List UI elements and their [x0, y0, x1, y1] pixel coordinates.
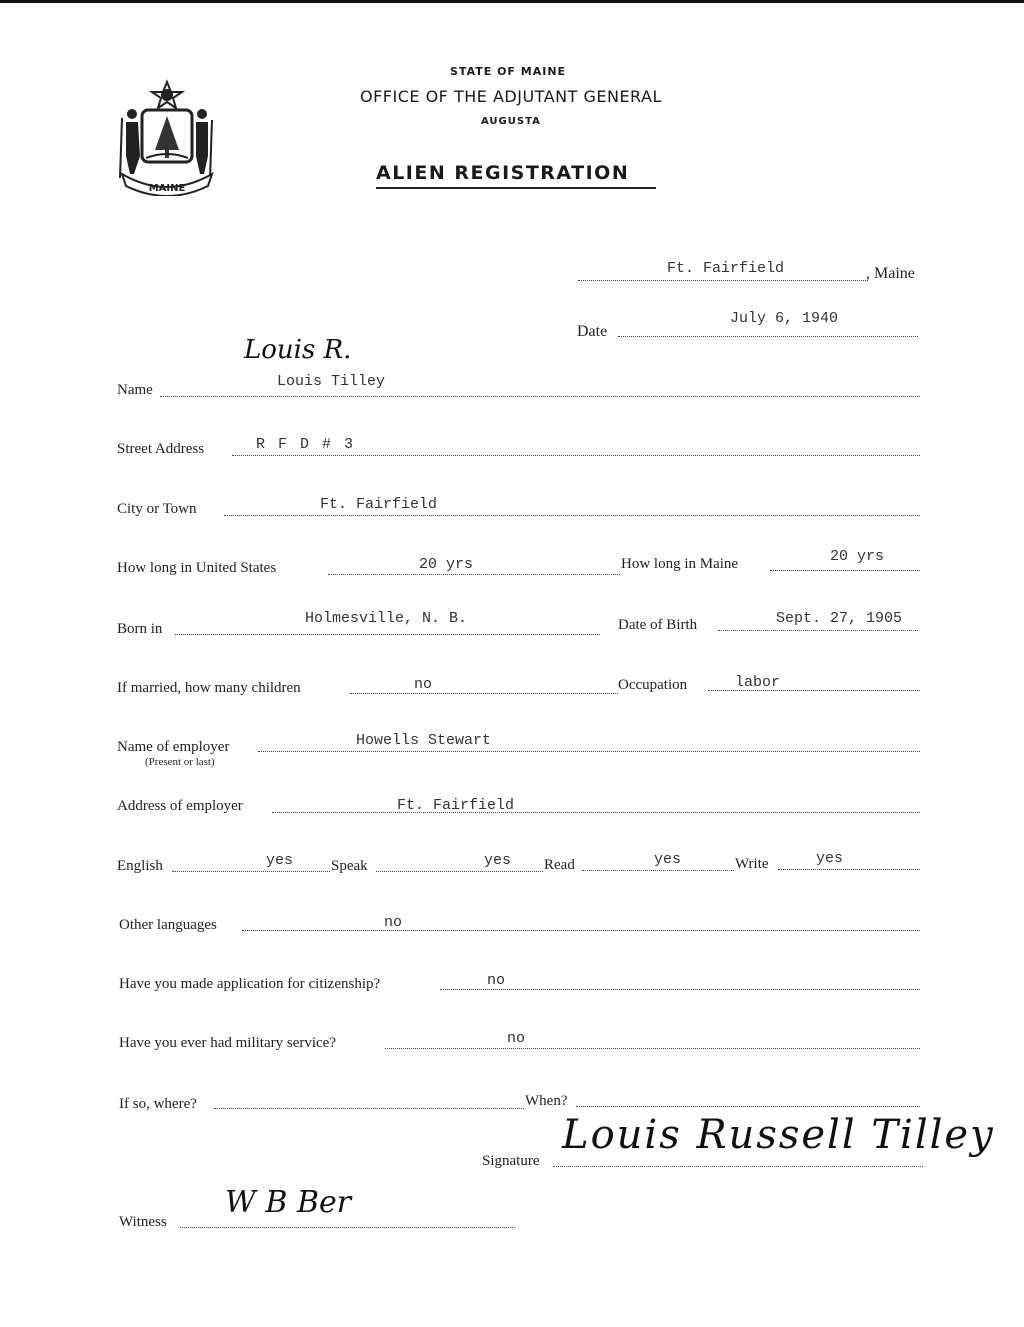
city-heading: AUGUSTA	[481, 116, 541, 127]
how-long-maine-line	[770, 570, 920, 571]
how-long-us-label: How long in United States	[117, 560, 277, 576]
location-town-value: Ft. Fairfield	[667, 260, 785, 277]
employer-address-line	[272, 812, 920, 813]
date-of-birth-value: Sept. 27, 1905	[776, 610, 903, 627]
how-long-us-line	[328, 574, 620, 575]
form-title: ALIEN REGISTRATION	[376, 162, 630, 184]
other-languages-label: Other languages	[119, 917, 217, 933]
witness-line	[180, 1227, 515, 1228]
born-in-label: Born in	[117, 621, 163, 637]
children-label: If married, how many children	[117, 680, 301, 696]
street-address-value: R F D # 3	[256, 436, 356, 453]
location-state-label: , Maine	[866, 265, 915, 282]
occupation-label: Occupation	[618, 677, 688, 693]
other-languages-value: no	[384, 914, 403, 931]
form-title-underline	[376, 187, 656, 189]
name-value: Louis Tilley	[277, 373, 386, 390]
when-line	[576, 1106, 920, 1107]
if-so-where-line	[214, 1108, 524, 1109]
employer-label: Name of employer	[117, 739, 230, 755]
date-value: July 6, 1940	[730, 310, 839, 327]
english-value: yes	[266, 852, 294, 869]
name-handwritten-note: Louis R.	[244, 335, 352, 365]
state-heading: STATE OF MAINE	[450, 65, 567, 78]
children-value: no	[414, 676, 433, 693]
read-value: yes	[654, 851, 682, 868]
military-line	[385, 1048, 920, 1049]
write-line	[778, 869, 920, 870]
read-label: Read	[544, 857, 575, 873]
military-value: no	[507, 1030, 526, 1047]
signature-handwriting: Louis Russell Tilley	[562, 1112, 995, 1158]
page-border	[0, 0, 1024, 3]
location-line	[578, 280, 868, 281]
name-label: Name	[117, 382, 153, 398]
date-label: Date	[577, 323, 608, 340]
date-of-birth-label: Date of Birth	[618, 617, 698, 633]
witness-label: Witness	[119, 1214, 167, 1230]
how-long-maine-label: How long in Maine	[621, 556, 739, 572]
citizenship-value: no	[487, 972, 506, 989]
other-languages-line	[242, 930, 920, 931]
occupation-value: labor	[735, 674, 781, 691]
military-label: Have you ever had military service?	[119, 1035, 336, 1051]
read-line	[582, 870, 734, 871]
city-town-label: City or Town	[117, 501, 197, 517]
speak-label: Speak	[331, 858, 368, 874]
employer-sublabel: (Present or last)	[145, 756, 215, 768]
citizenship-line	[440, 989, 920, 990]
office-heading: OFFICE OF THE ADJUTANT GENERAL	[360, 87, 662, 106]
signature-line	[553, 1166, 923, 1167]
name-line	[160, 396, 920, 397]
speak-line	[376, 871, 543, 872]
employer-value: Howells Stewart	[356, 732, 492, 749]
how-long-us-value: 20 yrs	[419, 556, 474, 573]
seal-ribbon-text: MAINE	[148, 183, 186, 194]
how-long-maine-value: 20 yrs	[830, 548, 885, 565]
when-label: When?	[525, 1093, 568, 1109]
employer-address-label: Address of employer	[117, 798, 243, 814]
citizenship-label: Have you made application for citizenship?	[119, 976, 381, 992]
city-town-value: Ft. Fairfield	[320, 496, 438, 513]
born-in-value: Holmesville, N. B.	[305, 610, 468, 627]
date-of-birth-line	[718, 630, 918, 631]
signature-label: Signature	[482, 1153, 540, 1169]
english-label: English	[117, 858, 163, 874]
date-line	[618, 336, 918, 337]
born-in-line	[175, 634, 600, 635]
if-so-where-label: If so, where?	[119, 1096, 197, 1112]
employer-address-value: Ft. Fairfield	[397, 797, 515, 814]
speak-value: yes	[484, 852, 512, 869]
write-value: yes	[816, 850, 844, 867]
write-label: Write	[735, 856, 769, 872]
street-address-label: Street Address	[117, 441, 205, 457]
witness-handwriting: W B Ber	[225, 1185, 352, 1220]
street-address-line	[232, 455, 920, 456]
maine-state-seal	[112, 78, 222, 196]
children-line	[350, 693, 618, 694]
employer-line	[258, 751, 920, 752]
english-line	[172, 871, 330, 872]
city-town-line	[224, 515, 920, 516]
